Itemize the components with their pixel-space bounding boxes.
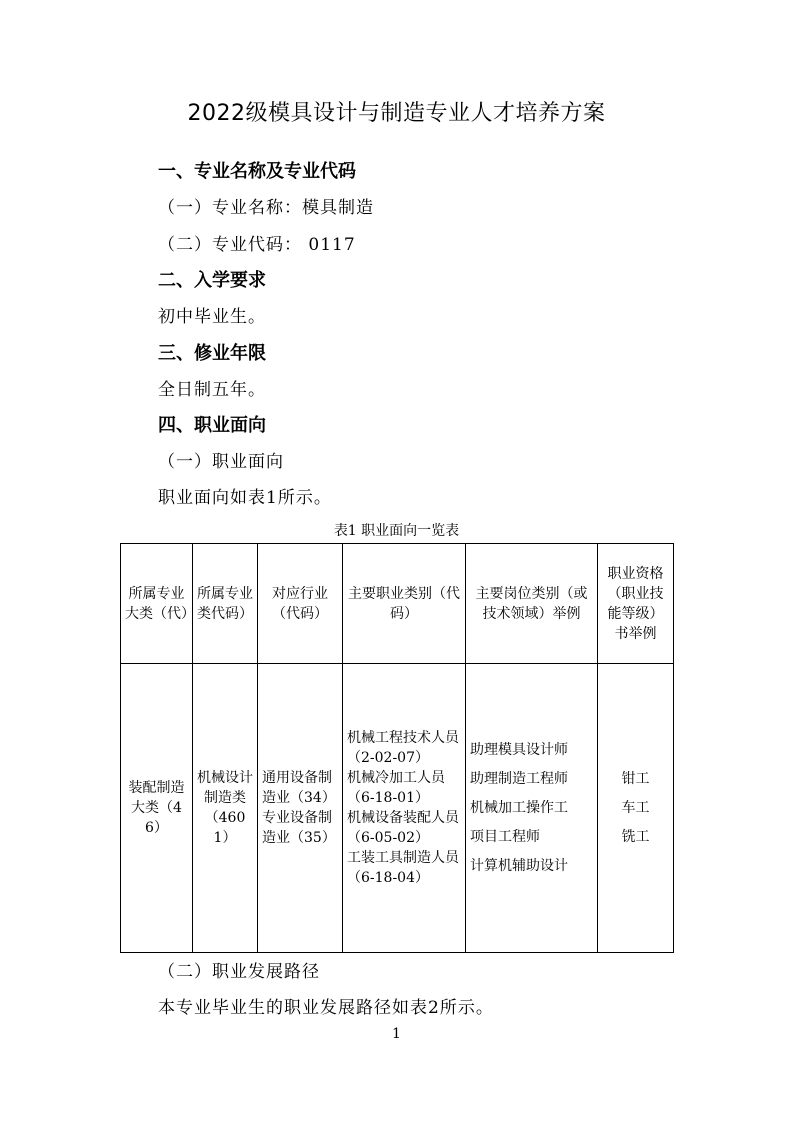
occupation-item: 机械冷加工人员（6-18-01） bbox=[347, 770, 445, 806]
position-item: 项目工程师 bbox=[470, 828, 540, 845]
career-path-subheading: （二）职业发展路径 bbox=[158, 962, 320, 982]
occupation-item: 机械设备装配人员（6-05-02） bbox=[347, 810, 459, 846]
table-header-row bbox=[121, 544, 674, 664]
position-cell bbox=[466, 664, 598, 953]
position-item: 计算机辅助设计 bbox=[470, 857, 568, 874]
certificate-item: 钳工 bbox=[621, 770, 650, 787]
position-item: 机械加工操作工 bbox=[470, 799, 568, 816]
table-caption: 表1 职业面向一览表 bbox=[333, 523, 460, 539]
table-header-cell: 所属专业类代码） bbox=[193, 544, 258, 664]
occupation-cell bbox=[343, 664, 466, 953]
table-row bbox=[121, 664, 674, 953]
position-item: 助理制造工程师 bbox=[470, 770, 568, 787]
table-header-cell: 主要岗位类别（或技术领域）举例 bbox=[466, 544, 598, 664]
section-4-heading: 四、职业面向 bbox=[158, 415, 266, 436]
career-orientation-subheading: （一）职业面向 bbox=[158, 452, 284, 472]
occupation-item: 工装工具制造人员（6-18-04） bbox=[347, 850, 459, 886]
section-1-heading: 一、专业名称及专业代码 bbox=[158, 161, 356, 182]
section-2-heading: 二、入学要求 bbox=[158, 270, 266, 291]
occupation-item: 机械工程技术人员（2-02-07） bbox=[347, 730, 459, 766]
table-header-cell: 职业资格（职业技能等级）书举例 bbox=[598, 544, 674, 664]
industry-item: 通用设备制造业（34） bbox=[262, 770, 336, 806]
table-header-cell: 主要职业类别（代码） bbox=[343, 544, 466, 664]
career-path-text: 本专业毕业生的职业发展路径如表2所示。 bbox=[158, 998, 494, 1018]
page-title: 2022级模具设计与制造专业人才培养方案 bbox=[187, 101, 606, 126]
industry-item: 专业设备制造业（35） bbox=[262, 810, 336, 846]
table-header-cell: 所属专业大类（代） bbox=[121, 544, 193, 664]
table-header-cell: 对应行业（代码） bbox=[258, 544, 343, 664]
page-number: 1 bbox=[392, 1026, 401, 1042]
certificate-item: 铣工 bbox=[621, 828, 650, 845]
career-table bbox=[120, 543, 674, 953]
industry-cell bbox=[258, 664, 343, 953]
major-code-line: （二）专业代码： 0117 bbox=[158, 235, 356, 255]
certificate-item: 车工 bbox=[621, 799, 650, 816]
duration-text: 全日制五年。 bbox=[158, 380, 266, 400]
certificate-cell bbox=[598, 664, 674, 953]
career-orientation-text: 职业面向如表1所示。 bbox=[158, 488, 332, 508]
admission-text: 初中毕业生。 bbox=[158, 307, 266, 327]
major-class-cell: 机械设计制造类（4601） bbox=[193, 664, 258, 953]
major-name-line: （一）专业名称：模具制造 bbox=[158, 198, 374, 218]
section-3-heading: 三、修业年限 bbox=[158, 343, 266, 364]
major-category-cell: 装配制造大类（46） bbox=[121, 664, 193, 953]
position-item: 助理模具设计师 bbox=[470, 741, 568, 758]
